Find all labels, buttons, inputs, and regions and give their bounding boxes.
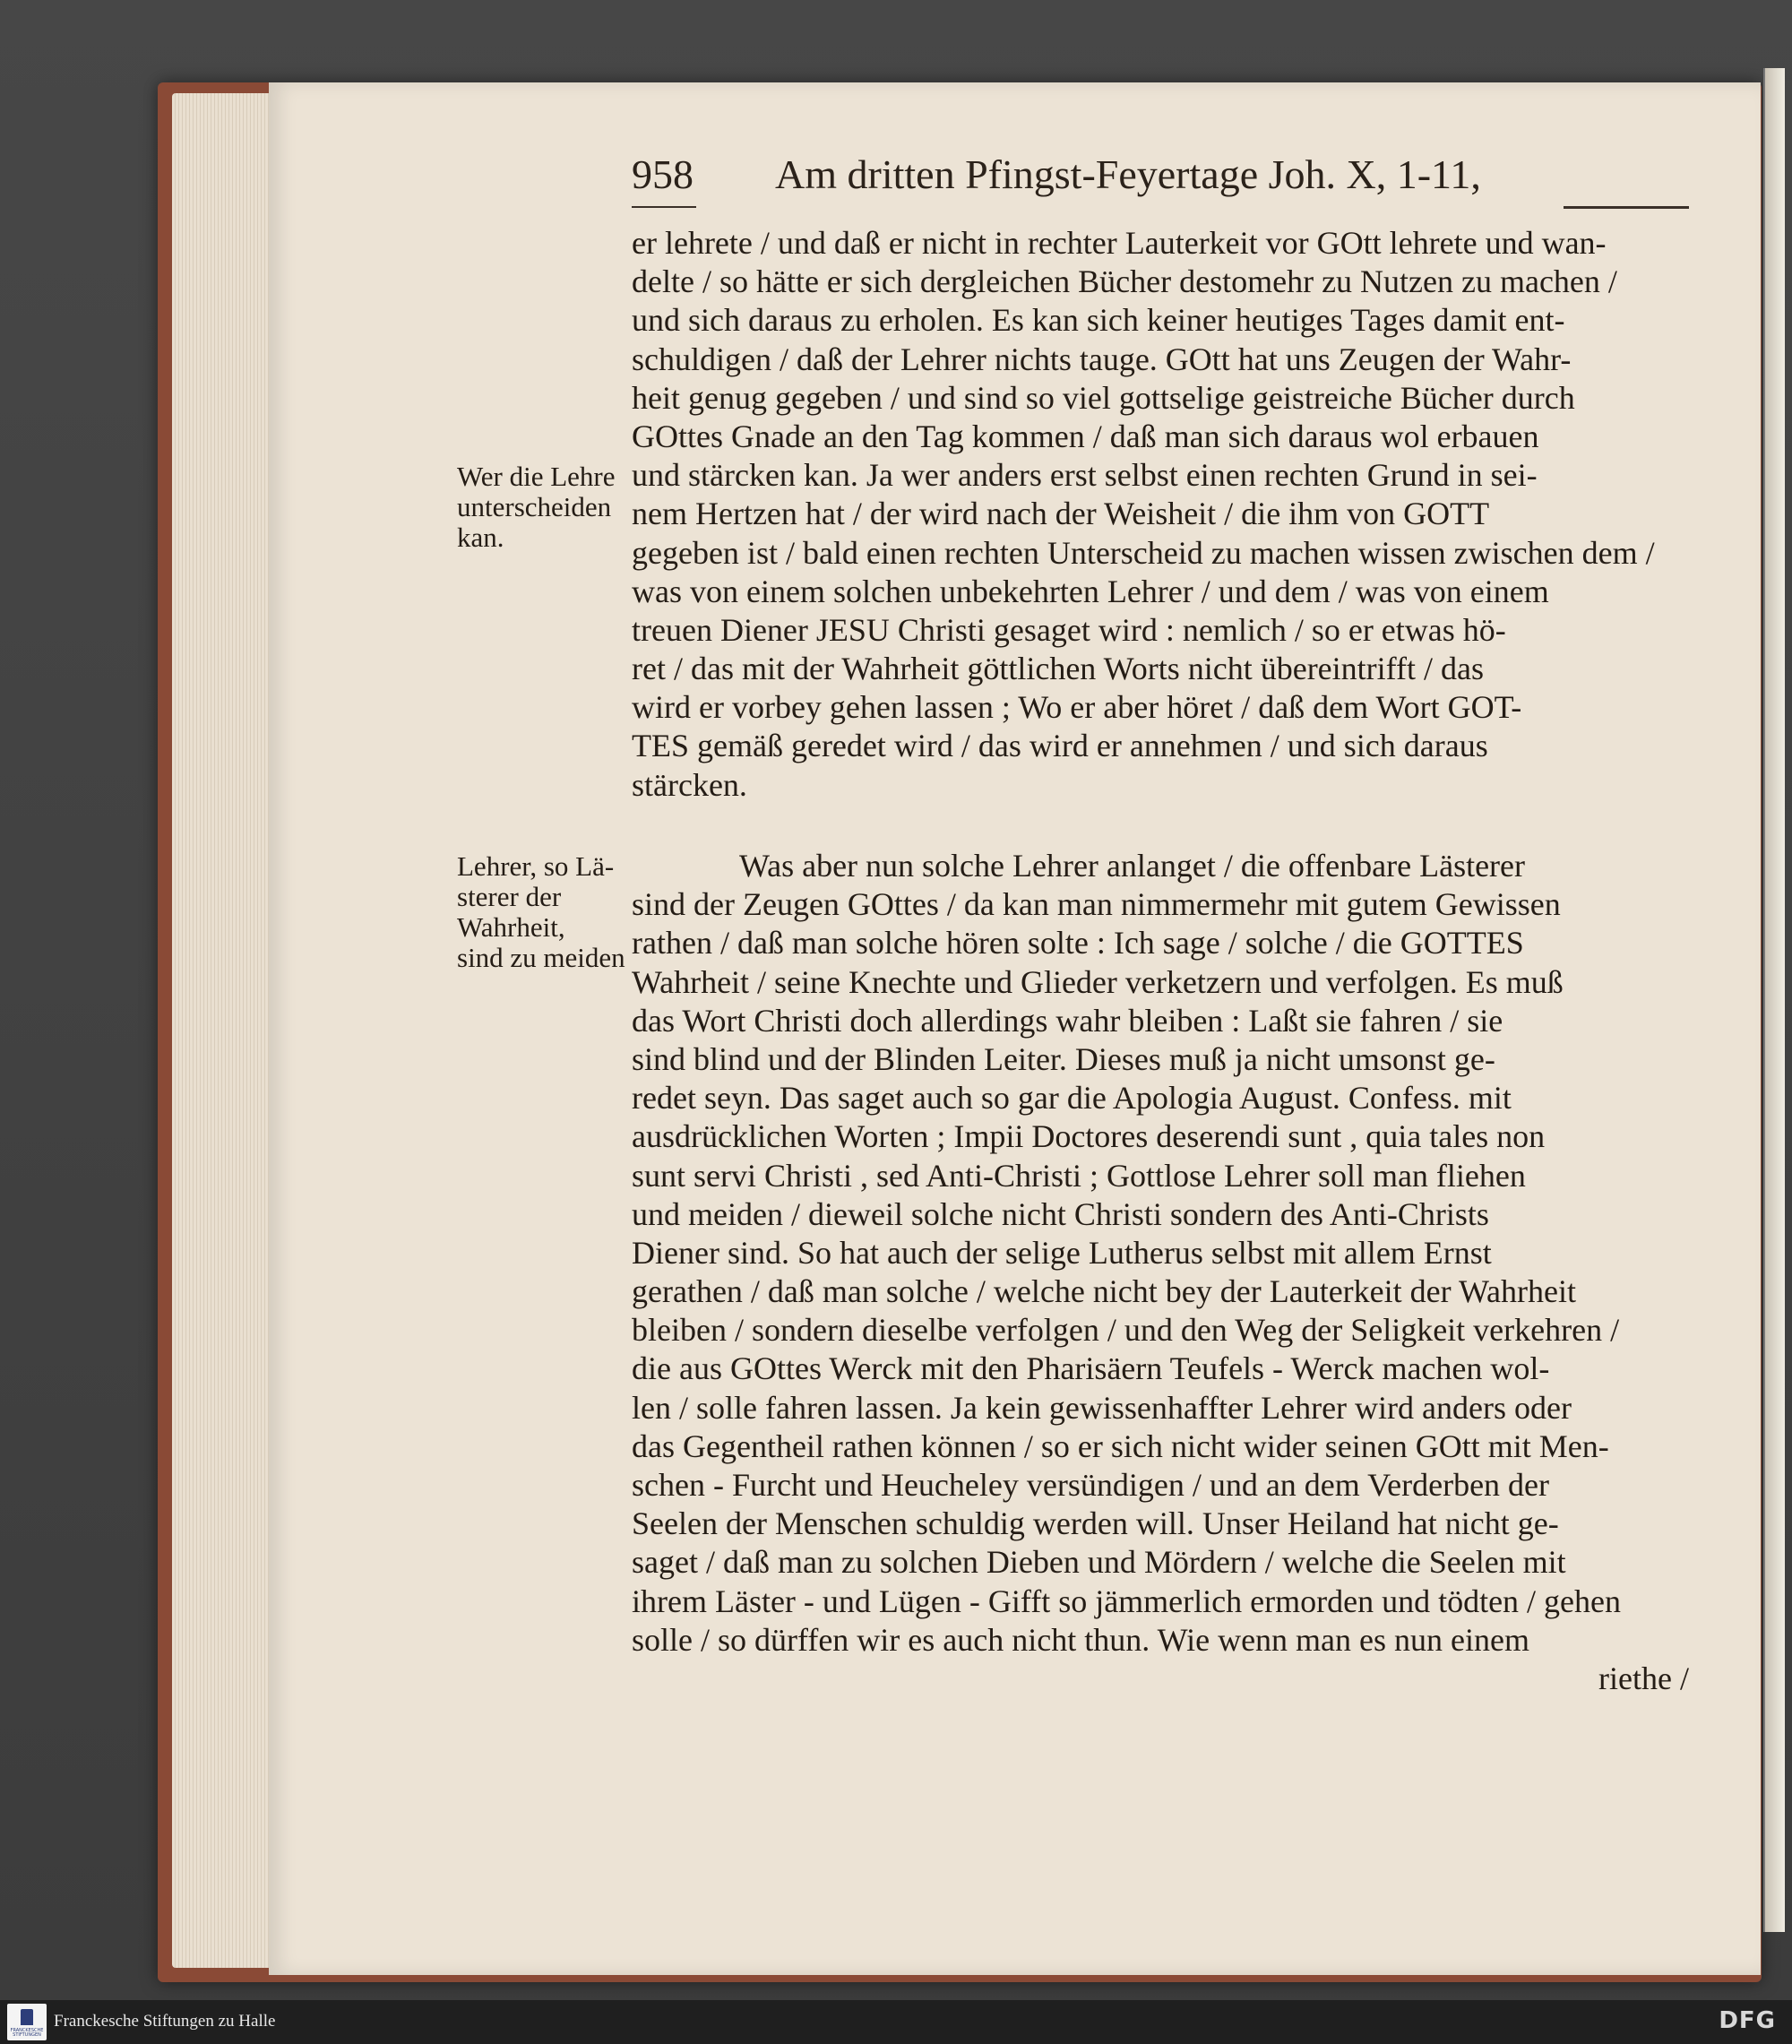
text-line: treuen Diener JESU Christi gesaget wird : nemlich / so er etwas hö- [632, 611, 1506, 648]
institution-logo-icon[interactable] [7, 2004, 47, 2040]
margin-note-line: sind zu meiden [457, 942, 625, 973]
margin-note-line: Lehrer, so Lä- [457, 850, 615, 882]
margin-note-line: unterscheiden [457, 491, 612, 522]
header-rule-left [632, 206, 696, 208]
text-line: wird er vorbey gehen lassen ; Wo er aber höret / daß dem Wort GOT- [632, 689, 1522, 726]
text-line: schen - Furcht und Heucheley versündigen / und an dem Verderben der [632, 1467, 1550, 1503]
text-line: Wahrheit / seine Knechte und Glieder verketzern und verfolgen. Es muß [632, 963, 1564, 1000]
text-line: bleiben / sondern dieselbe verfolgen / und den Weg der Seligkeit verkehren / [632, 1312, 1620, 1349]
text-line: stärcken. [632, 766, 747, 803]
paragraph [632, 224, 1689, 805]
paragraph [632, 847, 1689, 1698]
page-title: Am dritten Pfingst-Feyertage Joh. X, 1-11, [775, 151, 1481, 197]
margin-note [457, 851, 627, 973]
text-line: gegeben ist / bald einen rechten Unterscheid zu machen wissen zwischen dem / [632, 534, 1655, 571]
text-line: ihrem Läster - und Lügen - Gifft so jämmerlich ermorden und tödten / gehen [632, 1583, 1622, 1619]
text-line: gerathen / daß man solche / welche nicht bey der Lauterkeit der Wahrheit [632, 1273, 1577, 1310]
text-line: sind blind und der Blinden Leiter. Dieses muß ja nicht umsonst ge- [632, 1040, 1495, 1077]
text-line: Diener sind. So hat auch der selige Lutherus selbst mit allem Ernst [632, 1234, 1492, 1271]
text-line: solle / so dürffen wir es auch nicht thun. Wie wenn man es nun einem [632, 1621, 1529, 1658]
text-line: und stärcken kan. Ja wer anders erst selbst einen rechten Grund in sei- [632, 457, 1538, 494]
text-line: Seelen der Menschen schuldig werden will. Unser Heiland hat nicht ge- [632, 1505, 1559, 1542]
text-line: delte / so hätte er sich dergleichen Bücher destomehr zu Nutzen zu machen / [632, 263, 1617, 300]
text-line: heit genug gegeben / und sind so viel gottselige geistreiche Bücher durch [632, 379, 1575, 416]
text-line: sunt servi Christi , sed Anti-Christi ; Gottlose Lehrer soll man fliehen [632, 1157, 1526, 1194]
text-line: das Wort Christi doch allerdings wahr bleiben : Laßt sie fahren / sie [632, 1002, 1503, 1039]
text-line: TES gemäß geredet wird / das wird er annehmen / und sich daraus [632, 728, 1488, 764]
page-number: 958 [632, 151, 694, 197]
dfg-logo[interactable]: DFG [1719, 2007, 1776, 2034]
text-line: Was aber nun solche Lehrer anlanget / die offenbare Lästerer [739, 848, 1526, 884]
text-line: schuldigen / daß der Lehrer nichts tauge. GOtt hat uns Zeugen der Wahr- [632, 341, 1572, 377]
viewer-footer [0, 2000, 1792, 2044]
logo-text: FRANCKESCHE STIFTUNGEN [10, 2028, 44, 2038]
margin-note-line: Wer die Lehre [457, 461, 616, 492]
running-head [632, 151, 1689, 206]
text-line: saget / daß man zu solchen Dieben und Mördern / welche die Seelen mit [632, 1544, 1566, 1581]
text-line: redet seyn. Das saget auch so gar die Apologia August. Confess. mit [632, 1080, 1512, 1117]
text-line: sind der Zeugen GOttes / da kan man nimmermehr mit gutem Gewissen [632, 886, 1561, 923]
text-line: und meiden / dieweil solche nicht Christi sondern des Anti-Christs [632, 1195, 1489, 1232]
text-line: er lehrete / und daß er nicht in rechter Lauterkeit vor GOtt lehrete und wan- [632, 225, 1607, 261]
margin-note-line: kan. [457, 522, 504, 553]
text-line: ausdrücklichen Worten ; Impii Doctores deserendi sunt , quia tales non [632, 1118, 1546, 1155]
catchword: riethe / [1598, 1660, 1689, 1696]
text-line: nem Hertzen hat / der wird nach der Weisheit / die ihm von GOTT [632, 496, 1490, 532]
margin-note-line: Wahrheit, [457, 911, 565, 943]
institution-link[interactable]: Franckesche Stiftungen zu Halle [54, 2012, 276, 2031]
text-line: die aus GOttes Werck mit den Pharisäern Teufels - Werck machen wol- [632, 1350, 1550, 1387]
text-line: len / solle fahren lassen. Ja kein gewissenhaffter Lehrer wird anders oder [632, 1389, 1572, 1426]
text-line: und sich daraus zu erholen. Es kan sich keiner heutiges Tages damit ent- [632, 302, 1565, 339]
header-rule-right [1564, 206, 1689, 209]
page-stack [172, 93, 271, 1968]
margin-note [457, 461, 627, 553]
text-line: ret / das mit der Wahrheit göttlichen Worts nicht übereintrifft / das [632, 651, 1484, 687]
margin-note-line: sterer der [457, 881, 562, 912]
next-page-edge [1763, 68, 1785, 1932]
text-line: was von einem solchen unbekehrten Lehrer / und dem / was von einem [632, 573, 1549, 609]
text-line: GOttes Gnade an den Tag kommen / daß man sich daraus wol erbauen [632, 418, 1539, 454]
text-line: das Gegentheil rathen können / so er sich nicht wider seinen GOtt mit Men- [632, 1427, 1609, 1464]
text-line: rathen / daß man solche hören solte : Ich sage / solche / die GOTTES [632, 925, 1524, 962]
